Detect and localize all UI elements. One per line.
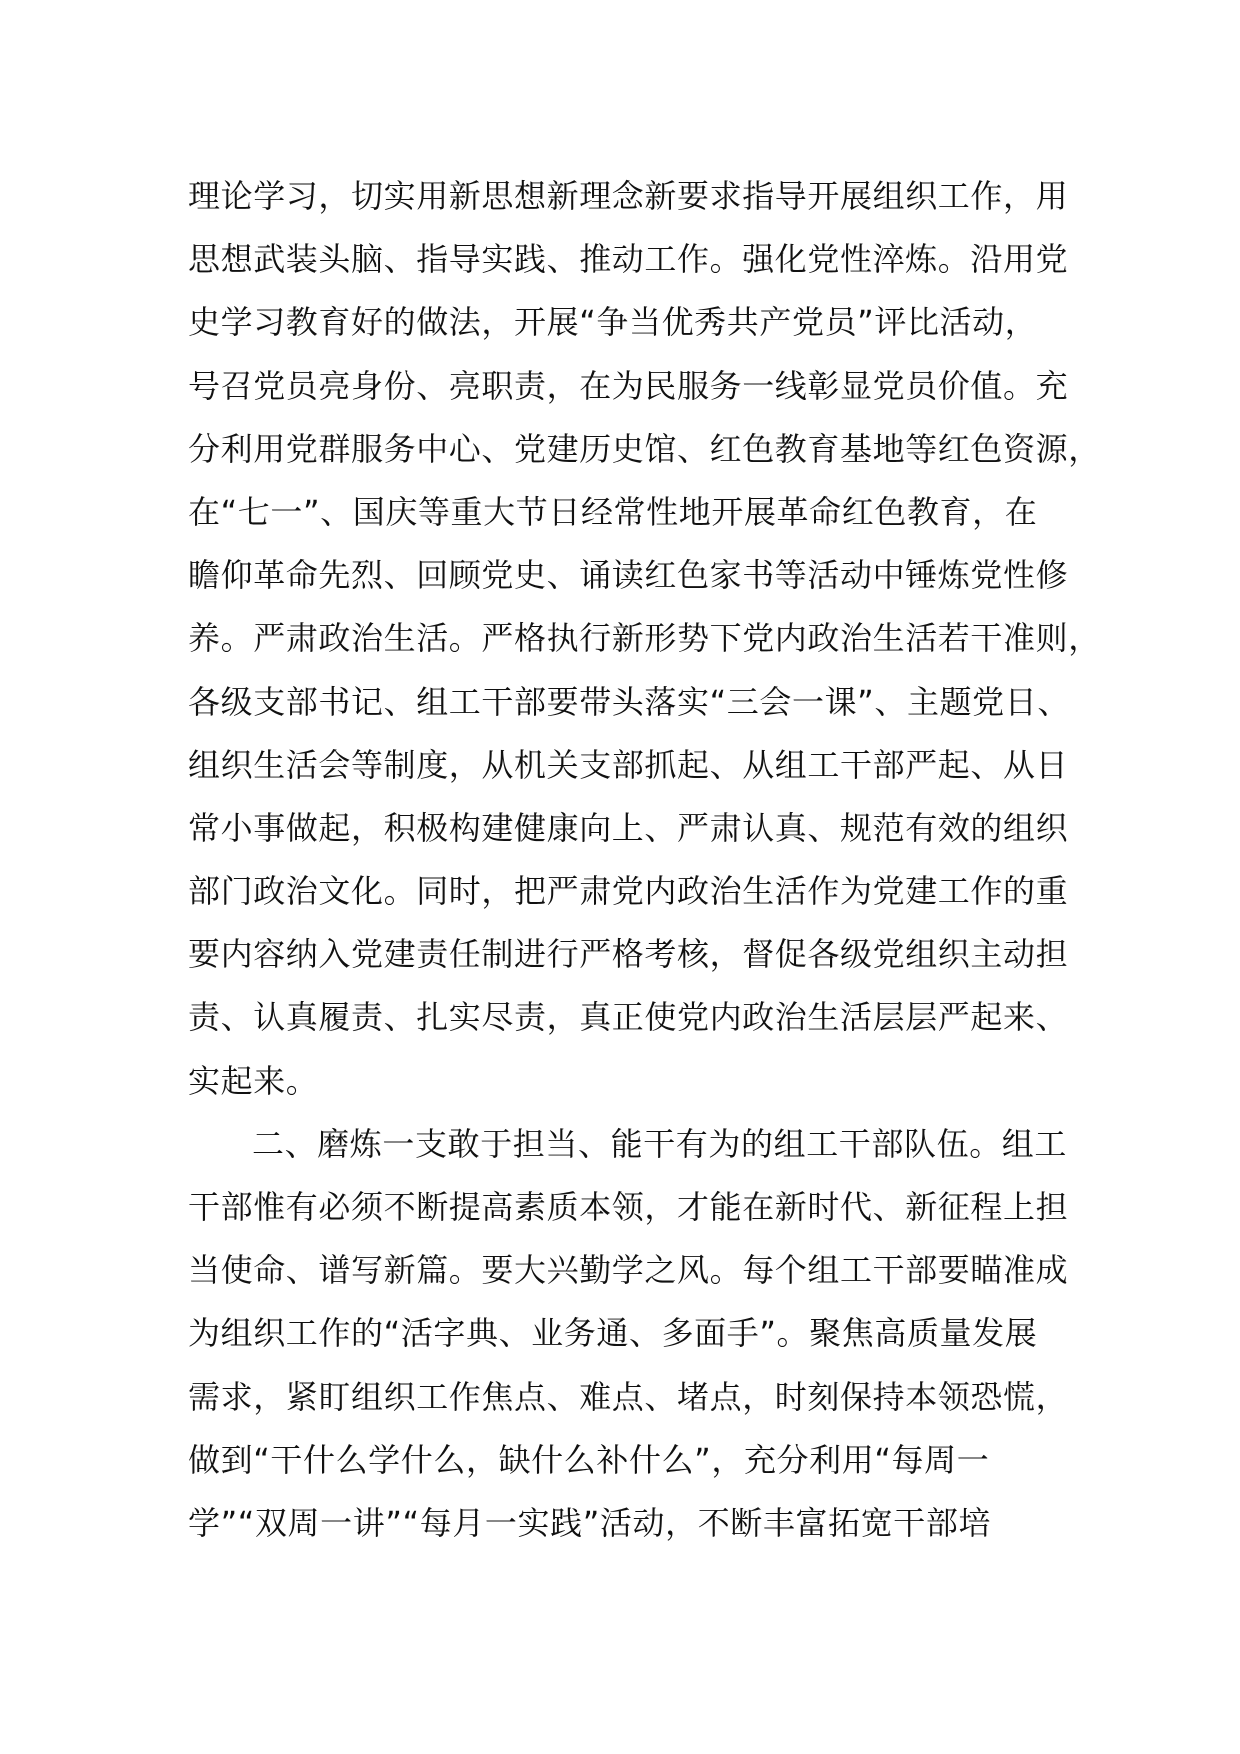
text-line: 各级支部书记、组工干部要带头落实“三会一课”、主题党日、	[188, 682, 1070, 721]
text-line: 分利用党群服务中心、党建历史馆、红色教育基地等红色资源，	[188, 429, 1101, 468]
text-line: 组织生活会等制度，从机关支部抓起、从组工干部严起、从日	[188, 745, 1069, 784]
text-line: 需求，紧盯组织工作焦点、难点、堵点，时刻保持本领恐慌，	[188, 1377, 1069, 1416]
text-line: 思想武装头脑、指导实践、推动工作。强化党性淬炼。沿用党	[188, 240, 1069, 279]
text-line: 实起来。	[188, 1061, 319, 1100]
text-line: 责、认真履责、扎实尽责，真正使党内政治生活层层严起来、	[188, 998, 1069, 1037]
text-line: 做到“干什么学什么，缺什么补什么”，充分利用“每周一	[188, 1440, 990, 1479]
text-line: 学”“双周一讲”“每月一实践”活动，不断丰富拓宽干部培	[188, 1503, 992, 1542]
text-line: 要内容纳入党建责任制进行严格考核，督促各级党组织主动担	[188, 935, 1069, 974]
text-line: 部门政治文化。同时，把严肃党内政治生活作为党建工作的重	[188, 872, 1069, 911]
body-text	[188, 165, 1101, 1555]
text-line: 干部惟有必须不断提高素质本领，才能在新时代、新征程上担	[188, 1188, 1069, 1226]
text-line: 理论学习，切实用新思想新理念新要求指导开展组织工作，用	[188, 177, 1069, 215]
text-line: 在“七一”、国庆等重大节日经常性地开展革命红色教育，在	[188, 492, 1038, 531]
text-line: 当使命、谱写新篇。要大兴勤学之风。每个组工干部要瞄准成	[188, 1251, 1069, 1290]
text-line: 养。严肃政治生活。严格执行新形势下党内政治生活若干准则，	[188, 619, 1101, 658]
text-line: 史学习教育好的做法，开展“争当优秀共产党员”评比活动，	[188, 303, 1038, 342]
text-line: 号召党员亮身份、亮职责，在为民服务一线彰显党员价值。充	[188, 366, 1069, 405]
text-line: 为组织工作的“活字典、业务通、多面手”。聚焦高质量发展	[188, 1314, 1038, 1353]
text-line: 瞻仰革命先烈、回顾党史、诵读红色家书等活动中锤炼党性修	[188, 556, 1069, 595]
text-line: 常小事做起，积极构建健康向上、严肃认真、规范有效的组织	[188, 808, 1069, 847]
section-heading-line: 二、磨炼一支敢于担当、能干有为的组工干部队伍。组工	[252, 1124, 1068, 1163]
